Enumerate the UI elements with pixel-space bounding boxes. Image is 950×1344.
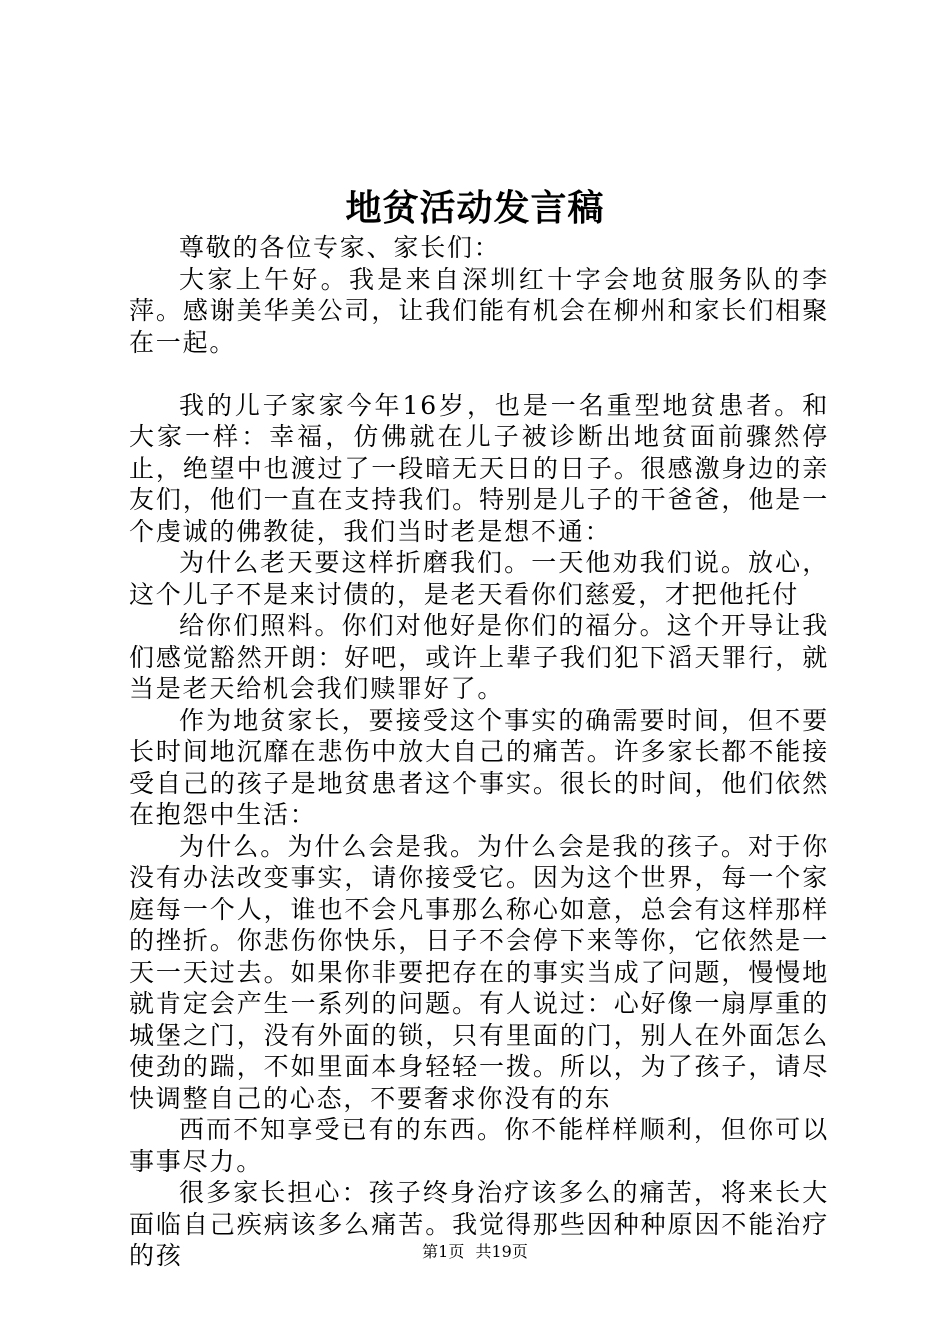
paragraph: 为什么。为什么会是我。为什么会是我的孩子。对于你没有办法改变事实，请你接受它。因为这个世界，每一个家庭每一个人，谁也不会凡事那么称心如意，总会有这样那样的挫折。你悲伤你快乐，日子不会停下来等你，它依然是一天一天过去。如果你非要把存在的事实当成了问题，慢慢地就肯定会产生一系列的问题。有人说过：心好像一扇厚重的城堡之门，没有外面的锁，只有里面的门，别人在外面怎么使劲的踹，不如里面本身轻轻一拨。所以，为了孩子，请尽快调整自己的心态，不要奢求你没有的东 xyxy=(129,831,829,1113)
paragraph: 为什么老天要这样折磨我们。一天他劝我们说。放心，这个儿子不是来讨债的，是老天看你们慈爱，才把他托付 xyxy=(129,548,829,609)
paragraph: 大家上午好。我是来自深圳红十字会地贫服务队的李萍。感谢美华美公司，让我们能有机会在柳州和家长们相聚在一起。 xyxy=(129,264,829,357)
document-body xyxy=(129,232,829,1272)
paragraph: 西而不知享受已有的东西。你不能样样顺利，但你可以事事尽力。 xyxy=(129,1115,829,1176)
paragraph: 很多家长担心：孩子终身治疗该多么的痛苦，将来长大面临自己疾病该多么痛苦。我觉得那些因种种原因不能治疗的孩 xyxy=(129,1178,829,1270)
paragraph: 尊敬的各位专家、家长们： xyxy=(179,233,501,262)
page-total: 共19页 xyxy=(475,1242,528,1261)
paragraph: 作为地贫家长，要接受这个事实的确需要时间，但不要长时间地沉靡在悲伤中放大自己的痛苦。许多家长都不能接受自己的孩子是地贫患者这个事实。很长的时间，他们依然在抱怨中生活： xyxy=(129,705,829,829)
paragraph: 给你们照料。你们对他好是你们的福分。这个开导让我们感觉豁然开朗：好吧，或许上辈子我们犯下滔天罪行，就当是老天给机会我们赎罪好了。 xyxy=(129,611,829,703)
page-footer xyxy=(0,1241,950,1263)
page-number: 第1页 xyxy=(422,1242,465,1261)
paragraph: 我的儿子家家今年16岁，也是一名重型地贫患者。和大家一样：幸福，仿佛就在儿子被诊断出地贫面前骤然停止，绝望中也渡过了一段暗无天日的日子。很感激身边的亲友们，他们一直在支持我们。特别是儿子的干爸爸，他是一个虔诚的佛教徒，我们当时老是想不通： xyxy=(129,390,829,546)
document-title: 地贫活动发言稿 xyxy=(345,187,605,229)
